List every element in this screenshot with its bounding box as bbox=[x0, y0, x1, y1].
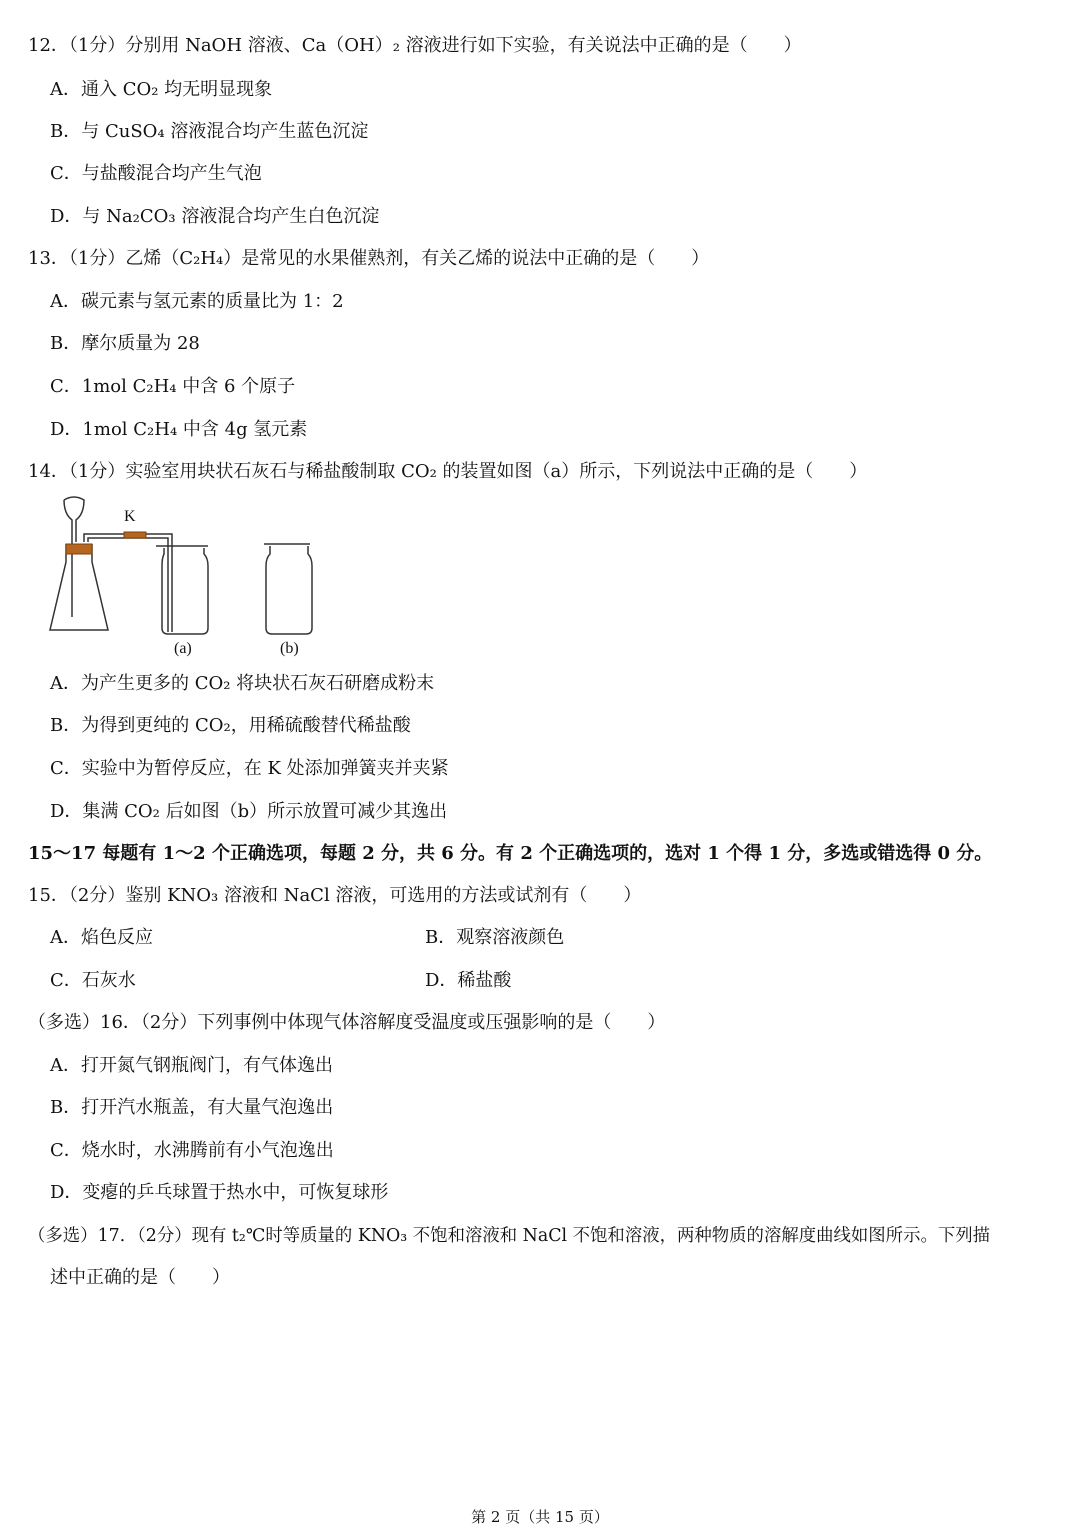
figure-label-b: (b) bbox=[280, 640, 299, 657]
question-14-stem: 14．（1分）实验室用块状石灰石与稀盐酸制取 CO₂ 的装置如图（a）所示，下列说法中正确的是（ ） bbox=[28, 461, 868, 482]
question-12-stem: 12．（1分）分别用 NaOH 溶液、Ca（OH）₂ 溶液进行如下实验，有关说法中正确的是（ ） bbox=[28, 35, 802, 56]
figure-label-a: (a) bbox=[174, 640, 192, 657]
question-13-option-c: C．1mol C₂H₄ 中含 6 个原子 bbox=[50, 376, 296, 397]
question-14-option-b: B．为得到更纯的 CO₂，用稀硫酸替代稀盐酸 bbox=[50, 715, 411, 736]
question-16-stem: （多选）16．（2分）下列事例中体现气体溶解度受温度或压强影响的是（ ） bbox=[28, 1012, 666, 1033]
question-14-option-a: A．为产生更多的 CO₂ 将块状石灰石研磨成粉末 bbox=[50, 673, 435, 694]
conical-flask-icon bbox=[50, 542, 108, 630]
question-14-option-c: C．实验中为暂停反应，在 K 处添加弹簧夹并夹紧 bbox=[50, 758, 449, 779]
question-12-option-a: A．通入 CO₂ 均无明显现象 bbox=[50, 79, 273, 100]
question-16-option-b: B．打开汽水瓶盖，有大量气泡逸出 bbox=[50, 1097, 334, 1118]
question-16-option-c: C．烧水时，水沸腾前有小气泡逸出 bbox=[50, 1140, 334, 1161]
question-15-option-c: C．石灰水 bbox=[50, 970, 136, 991]
question-15-option-a: A．焰色反应 bbox=[50, 927, 153, 948]
question-16-option-a: A．打开氮气钢瓶阀门，有气体逸出 bbox=[50, 1055, 333, 1076]
question-13-stem: 13．（1分）乙烯（C₂H₄）是常见的水果催熟剂，有关乙烯的说法中正确的是（ ） bbox=[28, 248, 710, 269]
question-17-stem-line2: 述中正确的是（ ） bbox=[50, 1267, 230, 1288]
question-12-option-b: B．与 CuSO₄ 溶液混合均产生蓝色沉淀 bbox=[50, 121, 369, 142]
question-15-stem: 15．（2分）鉴别 KNO₃ 溶液和 NaCl 溶液，可选用的方法或试剂有（ ） bbox=[28, 885, 642, 906]
question-13-option-a: A．碳元素与氢元素的质量比为 1：2 bbox=[50, 291, 344, 312]
question-12-option-c: C．与盐酸混合均产生气泡 bbox=[50, 163, 262, 184]
question-15-option-d: D．稀盐酸 bbox=[425, 970, 512, 991]
question-12-option-d: D．与 Na₂CO₃ 溶液混合均产生白色沉淀 bbox=[50, 206, 380, 227]
question-13-option-b: B．摩尔质量为 28 bbox=[50, 333, 200, 354]
page-footer: 第 2 页（共 15 页） bbox=[471, 1508, 609, 1526]
figure-label-k: K bbox=[124, 508, 136, 525]
question-13-option-d: D．1mol C₂H₄ 中含 4g 氢元素 bbox=[50, 419, 308, 440]
apparatus-drawing bbox=[44, 492, 334, 642]
gas-jar-a-icon bbox=[156, 546, 208, 634]
question-17-stem-line1: （多选）17．（2分）现有 t₂℃时等质量的 KNO₃ 不饱和溶液和 NaCl 不饱和溶液，两种物质的溶解度曲线如图所示。下列描 bbox=[28, 1226, 991, 1246]
question-16-option-d: D．变瘪的乒乓球置于热水中，可恢复球形 bbox=[50, 1182, 389, 1203]
gas-jar-b-icon bbox=[264, 544, 312, 634]
question-15-option-b: B．观察溶液颜色 bbox=[425, 927, 565, 948]
question-14-option-d: D．集满 CO₂ 后如图（b）所示放置可减少其逸出 bbox=[50, 801, 448, 822]
stopper-icon bbox=[66, 544, 92, 554]
section-instructions: 15～17 每题有 1～2 个正确选项，每题 2 分，共 6 分。有 2 个正确选项的，选对 1 个得 1 分，多选或错选得 0 分。 bbox=[28, 843, 993, 864]
k-connector-icon bbox=[124, 532, 146, 538]
funnel-icon bbox=[64, 497, 84, 542]
co2-apparatus-figure bbox=[44, 492, 334, 657]
